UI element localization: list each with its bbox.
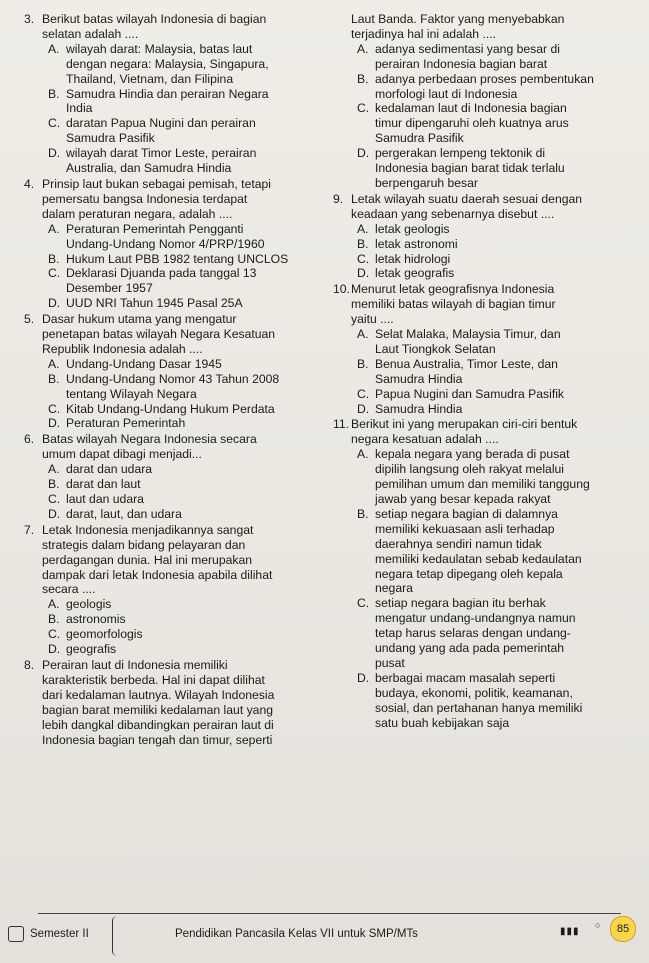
stem-line: yaitu .... xyxy=(351,312,394,327)
option-letter: A. xyxy=(48,41,60,56)
option-text xyxy=(375,596,633,671)
question-item xyxy=(24,658,324,747)
option-line: Kitab Undang-Undang Hukum Perdata xyxy=(66,401,275,416)
stem-line: Laut Banda. Faktor yang menyebabkan xyxy=(351,12,565,26)
stem-line: secara .... xyxy=(42,582,96,597)
option-text xyxy=(66,477,324,492)
stem-line: Perairan laut di Indonesia memiliki xyxy=(42,657,228,672)
option-letter: B. xyxy=(48,86,60,101)
footer-bracket xyxy=(112,916,117,956)
stem-line: Letak wilayah suatu daerah sesuai dengan xyxy=(351,191,583,206)
option-line: budaya, ekonomi, politik, keamanan, xyxy=(375,685,573,700)
option-line: Peraturan Pemerintah Pengganti xyxy=(66,221,244,236)
option-letter: B. xyxy=(48,371,60,386)
question-number: 5. xyxy=(24,312,35,327)
option-line: dengan negara: Malaysia, Singapura, xyxy=(66,56,269,71)
option-text xyxy=(66,357,324,372)
option-text xyxy=(66,146,324,176)
option-line: darat dan udara xyxy=(66,462,153,477)
option-text xyxy=(66,42,324,87)
stem-line: Menurut letak geografisnya Indonesia xyxy=(351,282,555,297)
option-letter: B. xyxy=(48,251,60,266)
option-line: Indonesia bagian barat tidak terlalu xyxy=(375,161,565,176)
option-line: geografis xyxy=(66,642,117,657)
left-column xyxy=(24,12,324,748)
answer-option[interactable] xyxy=(48,222,324,252)
answer-option[interactable] xyxy=(48,462,324,477)
answer-option[interactable] xyxy=(357,671,633,731)
question-item xyxy=(333,192,633,281)
option-line: letak hidrologi xyxy=(375,251,451,266)
question-item xyxy=(333,12,633,191)
option-line: Samudra Pasifik xyxy=(375,131,464,146)
answer-option[interactable] xyxy=(357,101,633,146)
answer-option[interactable] xyxy=(48,507,324,522)
footer-corner-icon xyxy=(8,926,24,942)
option-line: pergerakan lempeng tektonik di xyxy=(375,146,546,161)
answer-option[interactable] xyxy=(48,597,324,612)
option-text xyxy=(66,462,324,477)
option-text xyxy=(66,266,324,296)
option-line: Peraturan Pemerintah xyxy=(66,416,186,431)
option-letter: A. xyxy=(357,41,369,56)
stem-line: Republik Indonesia adalah .... xyxy=(42,341,203,356)
option-letter: C. xyxy=(357,386,370,401)
option-line: adanya sedimentasi yang besar di xyxy=(375,41,560,56)
option-line: Samudra Hindia dan perairan Negara xyxy=(66,86,269,101)
answer-option[interactable] xyxy=(48,416,324,431)
option-line: Australia, dan Samudra Hindia xyxy=(66,161,232,176)
answer-option[interactable] xyxy=(357,252,633,267)
stem-line: Letak Indonesia menjadikannya sangat xyxy=(42,522,254,537)
option-line: morfologi laut di Indonesia xyxy=(375,86,518,101)
question-number: 4. xyxy=(24,176,35,191)
question-stem xyxy=(351,282,633,327)
option-text xyxy=(375,327,633,357)
answer-option[interactable] xyxy=(357,447,633,507)
option-line: satu buah kebijakan saja xyxy=(375,715,510,730)
stem-line: karakteristik berbeda. Hal ini dapat dilihat xyxy=(42,672,265,687)
option-line: letak astronomi xyxy=(375,236,458,251)
option-line: daratan Papua Nugini dan perairan xyxy=(66,116,256,131)
right-column xyxy=(333,12,633,732)
answer-option[interactable] xyxy=(48,87,324,117)
answer-option[interactable] xyxy=(48,252,324,267)
stem-line: bagian barat memiliki kedalaman laut yang xyxy=(42,702,274,717)
option-letter: C. xyxy=(48,266,61,281)
stem-line: umum dapat dibagi menjadi... xyxy=(42,447,202,462)
question-number: 3. xyxy=(24,12,35,26)
option-letter: B. xyxy=(357,506,369,521)
option-line: Papua Nugini dan Samudra Pasifik xyxy=(375,386,565,401)
option-line: Desember 1957 xyxy=(66,281,153,296)
question-number: 11. xyxy=(333,417,350,432)
stem-line: Dasar hukum utama yang mengatur xyxy=(42,312,237,327)
question-stem xyxy=(42,432,324,462)
option-letter: A. xyxy=(48,356,60,371)
answer-option[interactable] xyxy=(48,402,324,417)
option-line: setiap negara bagian di dalamnya xyxy=(375,506,558,521)
option-text xyxy=(66,597,324,612)
option-line: darat, laut, dan udara xyxy=(66,506,182,521)
option-letter: A. xyxy=(357,221,369,236)
option-line: Undang-Undang Dasar 1945 xyxy=(66,356,222,371)
answer-option[interactable] xyxy=(357,237,633,252)
option-line: negara xyxy=(375,581,413,596)
option-line: Undang-Undang Nomor 4/PRP/1960 xyxy=(66,236,265,251)
option-text xyxy=(66,642,324,657)
stem-line: strategis dalam bidang pelayaran dan xyxy=(42,537,246,552)
option-text xyxy=(66,116,324,146)
option-line: tetap harus selaras dengan undang- xyxy=(375,626,571,641)
stem-line: dalam peraturan negara, adalah .... xyxy=(42,206,233,221)
option-letter: A. xyxy=(48,597,60,612)
option-line: undang yang ada pada pemerintah xyxy=(375,641,565,656)
option-line: astronomis xyxy=(66,612,126,627)
option-letter: C. xyxy=(48,401,61,416)
question-stem xyxy=(42,658,324,747)
option-letter: B. xyxy=(357,356,369,371)
option-text xyxy=(375,222,633,237)
option-text xyxy=(66,87,324,117)
answer-option[interactable] xyxy=(48,642,324,657)
question-item xyxy=(333,417,633,730)
stem-line: Prinsip laut bukan sebagai pemisah, tetapi xyxy=(42,176,271,191)
option-line: Selat Malaka, Malaysia Timur, dan xyxy=(375,327,561,342)
option-line: wilayah darat Timor Leste, perairan xyxy=(66,146,257,161)
answer-option[interactable] xyxy=(48,492,324,507)
option-line: geologis xyxy=(66,597,112,612)
question-stem xyxy=(42,12,324,42)
option-letter: C. xyxy=(48,492,61,506)
option-letter: D. xyxy=(357,670,370,685)
option-line: sosial, dan pertahanan hanya memiliki xyxy=(375,700,583,715)
option-letter: D. xyxy=(48,642,61,657)
stem-line: negara kesatuan adalah .... xyxy=(351,432,499,447)
stem-line: lebih dangkal dibandingkan perairan laut di xyxy=(42,717,274,732)
option-line: Samudra Pasifik xyxy=(66,131,155,146)
question-stem xyxy=(351,12,633,42)
stem-line: pemersatu bangsa Indonesia terdapat xyxy=(42,191,248,206)
option-line: Samudra Hindia xyxy=(375,401,463,416)
option-text xyxy=(375,507,633,596)
option-line: letak geologis xyxy=(375,221,450,236)
option-line: laut dan udara xyxy=(66,492,144,506)
option-letter: C. xyxy=(357,251,370,266)
question-item xyxy=(24,312,324,431)
answer-option[interactable] xyxy=(48,612,324,627)
option-text xyxy=(66,252,324,267)
option-line: geomorfologis xyxy=(66,627,143,642)
option-text xyxy=(375,447,633,507)
option-text xyxy=(375,72,633,102)
option-text xyxy=(66,296,324,311)
option-line: kepala negara yang berada di pusat xyxy=(375,447,570,462)
option-letter: B. xyxy=(357,236,369,251)
decorative-bars-icon: ▮▮▮ xyxy=(560,926,580,937)
answer-option[interactable] xyxy=(48,372,324,402)
option-line: perairan Indonesia bagian barat xyxy=(375,56,548,71)
stem-line: dari kedalaman lautnya. Wilayah Indonesia xyxy=(42,687,275,702)
answer-option[interactable] xyxy=(357,266,633,281)
question-item xyxy=(24,177,324,311)
stem-line: Indonesia bagian tengah dan timur, seperti xyxy=(42,732,273,747)
footer-rule xyxy=(38,913,621,914)
option-line: Samudra Hindia xyxy=(375,371,463,386)
option-line: negara tetap dipegang oleh kepala xyxy=(375,566,563,581)
option-line: Thailand, Vietnam, dan Filipina xyxy=(66,71,234,86)
question-number: 10. xyxy=(333,282,350,297)
option-line: berbagai macam masalah seperti xyxy=(375,670,556,685)
book-title: Pendidikan Pancasila Kelas VII untuk SMP/MTs xyxy=(175,928,418,940)
question-number: 7. xyxy=(24,522,35,537)
semester-label: Semester II xyxy=(30,928,89,940)
option-line: Undang-Undang Nomor 43 Tahun 2008 xyxy=(66,371,280,386)
option-letter: B. xyxy=(48,477,60,492)
answer-option[interactable] xyxy=(48,296,324,311)
option-line: wilayah darat: Malaysia, batas laut xyxy=(66,41,253,56)
answer-option[interactable] xyxy=(357,387,633,402)
option-line: berpengaruh besar xyxy=(375,175,478,190)
option-text xyxy=(66,492,324,507)
question-stem xyxy=(351,192,633,222)
option-text xyxy=(66,372,324,402)
option-letter: D. xyxy=(48,296,61,311)
answer-option[interactable] xyxy=(48,357,324,372)
option-line: Hukum Laut PBB 1982 tentang UNCLOS xyxy=(66,251,289,266)
option-letter: D. xyxy=(357,266,370,281)
answer-option[interactable] xyxy=(357,596,633,671)
answer-option[interactable] xyxy=(357,507,633,596)
option-line: daerahnya sendiri namun tidak xyxy=(375,536,542,551)
answer-option[interactable] xyxy=(48,477,324,492)
option-text xyxy=(375,357,633,387)
option-letter: D. xyxy=(48,416,61,431)
stem-line: dampak dari letak Indonesia apabila dilihat xyxy=(42,567,273,582)
answer-option[interactable] xyxy=(357,357,633,387)
option-line: timur dipengaruhi oleh kuatnya arus xyxy=(375,116,569,131)
option-text xyxy=(375,266,633,281)
option-letter: A. xyxy=(357,447,369,462)
question-item xyxy=(24,12,324,176)
question-item xyxy=(24,432,324,521)
answer-option[interactable] xyxy=(357,72,633,102)
option-line: India xyxy=(66,101,93,116)
question-item xyxy=(24,523,324,657)
question-number: 6. xyxy=(24,432,35,447)
answer-option[interactable] xyxy=(48,146,324,176)
option-text xyxy=(66,507,324,522)
answer-option[interactable] xyxy=(357,42,633,72)
stem-line: selatan adalah .... xyxy=(42,26,139,41)
option-line: mengatur undang-undangnya namun xyxy=(375,611,576,626)
option-letter: A. xyxy=(48,462,60,477)
option-text xyxy=(375,671,633,731)
stem-line: perdagangan dunia. Hal ini merupakan xyxy=(42,552,253,567)
question-stem xyxy=(42,523,324,598)
option-line: Deklarasi Djuanda pada tanggal 13 xyxy=(66,266,257,281)
option-text xyxy=(375,42,633,72)
option-letter: D. xyxy=(48,506,61,521)
page-footer xyxy=(0,908,649,963)
option-text xyxy=(66,627,324,642)
answer-option[interactable] xyxy=(357,146,633,191)
question-item xyxy=(333,282,633,416)
option-text xyxy=(375,101,633,146)
stem-line: keadaan yang sebenarnya disebut .... xyxy=(351,206,555,221)
option-line: Laut Tiongkok Selatan xyxy=(375,341,496,356)
stem-line: Batas wilayah Negara Indonesia secara xyxy=(42,432,257,447)
option-line: tentang Wilayah Negara xyxy=(66,386,197,401)
question-stem xyxy=(42,312,324,357)
option-letter: C. xyxy=(48,627,61,642)
option-text xyxy=(66,222,324,252)
option-letter: A. xyxy=(357,327,369,342)
stem-line: Berikut ini yang merupakan ciri-ciri bentuk xyxy=(351,417,578,432)
option-text xyxy=(375,237,633,252)
question-stem xyxy=(42,177,324,222)
option-line: darat dan laut xyxy=(66,477,141,492)
option-letter: C. xyxy=(357,101,370,116)
question-stem xyxy=(351,417,633,447)
option-line: dipilih langsung oleh rakyat melalui xyxy=(375,462,565,477)
answer-option[interactable] xyxy=(357,327,633,357)
option-text xyxy=(66,402,324,417)
option-line: UUD NRI Tahun 1945 Pasal 25A xyxy=(66,296,243,311)
option-text xyxy=(375,402,633,417)
stem-line: memiliki batas wilayah di bagian timur xyxy=(351,297,556,312)
option-letter: B. xyxy=(357,71,369,86)
answer-option[interactable] xyxy=(357,402,633,417)
page-number: 85 xyxy=(610,916,636,942)
answer-option[interactable] xyxy=(48,627,324,642)
option-line: letak geografis xyxy=(375,266,455,281)
option-letter: C. xyxy=(48,116,61,131)
question-number: 8. xyxy=(24,657,35,672)
stem-line: terjadinya hal ini adalah .... xyxy=(351,26,496,41)
answer-option[interactable] xyxy=(48,42,324,87)
option-line: pemilihan umum dan memiliki tanggung xyxy=(375,477,590,492)
option-letter: B. xyxy=(48,612,60,627)
option-letter: D. xyxy=(357,146,370,161)
answer-option[interactable] xyxy=(48,266,324,296)
stem-line: Berikut batas wilayah Indonesia di bagian xyxy=(42,12,267,26)
question-number: 9. xyxy=(333,191,344,206)
option-letter: D. xyxy=(48,146,61,161)
option-text xyxy=(66,416,324,431)
option-line: memiliki kedaulatan sebab kedaulatan xyxy=(375,551,582,566)
option-line: setiap negara bagian itu berhak xyxy=(375,596,546,611)
decorative-ring-icon: ○ xyxy=(595,920,601,930)
option-text xyxy=(375,387,633,402)
option-line: adanya perbedaan proses pembentukan xyxy=(375,71,594,86)
stem-line: penetapan batas wilayah Negara Kesatuan xyxy=(42,327,276,342)
option-text xyxy=(375,146,633,191)
answer-option[interactable] xyxy=(48,116,324,146)
option-text xyxy=(375,252,633,267)
answer-option[interactable] xyxy=(357,222,633,237)
option-letter: C. xyxy=(357,596,370,611)
option-line: kedalaman laut di Indonesia bagian xyxy=(375,101,567,116)
option-letter: A. xyxy=(48,221,60,236)
option-text xyxy=(66,612,324,627)
option-line: Benua Australia, Timor Leste, dan xyxy=(375,356,558,371)
option-line: memiliki kekuasaan asli terhadap xyxy=(375,521,555,536)
option-line: pusat xyxy=(375,655,405,670)
option-line: jawab yang besar kepada rakyat xyxy=(375,492,551,506)
option-letter: D. xyxy=(357,401,370,416)
